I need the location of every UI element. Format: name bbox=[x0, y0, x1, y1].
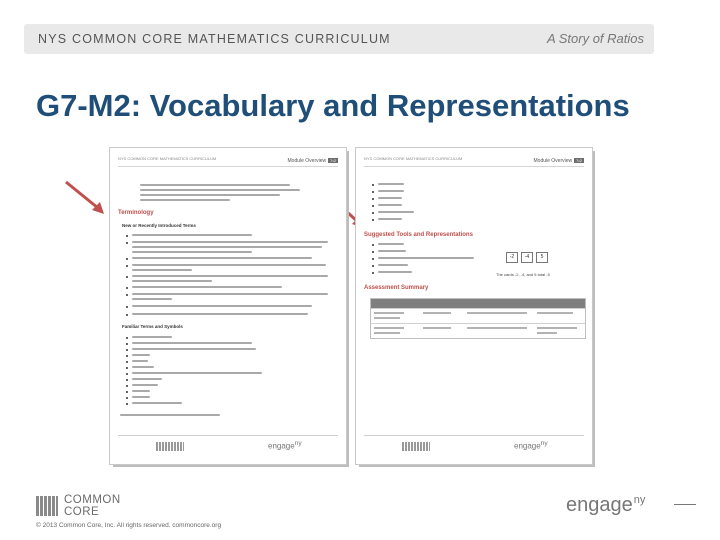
engageny-logo: engage$^{ny}$ bbox=[566, 494, 646, 516]
page-footer bbox=[364, 435, 584, 458]
left-document-page bbox=[110, 148, 346, 464]
table-header bbox=[371, 299, 585, 308]
copyright-text: © 2013 Common Core, Inc. All rights reserved. commoncore.org bbox=[36, 522, 222, 529]
cards-caption: The cards -2, -4, and 5 total -5 bbox=[496, 272, 550, 277]
logo-line-1: COMMON bbox=[64, 494, 121, 506]
engage-mini-logo: engage$^{ny}$ bbox=[514, 440, 548, 451]
terminology-heading: Terminology bbox=[118, 210, 154, 216]
arrow-left-icon bbox=[62, 178, 112, 220]
tools-heading: Suggested Tools and Representations bbox=[364, 232, 473, 238]
module-series-label: A Story of Ratios bbox=[546, 31, 644, 46]
common-core-bars-icon bbox=[36, 496, 58, 516]
page-running-head: NYS COMMON CORE MATHEMATICS CURRICULUM Module Overview 7•2 bbox=[364, 156, 584, 167]
right-document-page bbox=[356, 148, 592, 464]
table-row bbox=[371, 308, 585, 323]
assessment-table bbox=[370, 298, 586, 339]
footer-rule bbox=[674, 504, 696, 505]
new-terms-heading: New or Recently Introduced Terms bbox=[122, 223, 196, 228]
header-bar bbox=[24, 24, 654, 54]
familiar-terms-heading: Familiar Terms and Symbols bbox=[122, 324, 183, 329]
page-running-head: NYS COMMON CORE MATHEMATICS CURRICULUM Module Overview 7•2 bbox=[118, 156, 338, 167]
integer-cards: -2 -4 5 bbox=[506, 252, 548, 263]
common-core-mini-logo bbox=[402, 442, 430, 451]
table-row bbox=[371, 323, 585, 338]
assessment-heading: Assessment Summary bbox=[364, 285, 429, 291]
common-core-mini-logo bbox=[156, 442, 184, 451]
page-footer bbox=[118, 435, 338, 458]
logo-line-2: CORE bbox=[64, 506, 100, 518]
slide-title: G7-M2: Vocabulary and Representations bbox=[36, 88, 630, 123]
engage-mini-logo: engage$^{ny}$ bbox=[268, 440, 302, 451]
curriculum-label: NYS COMMON CORE MATHEMATICS CURRICULUM bbox=[38, 32, 391, 46]
